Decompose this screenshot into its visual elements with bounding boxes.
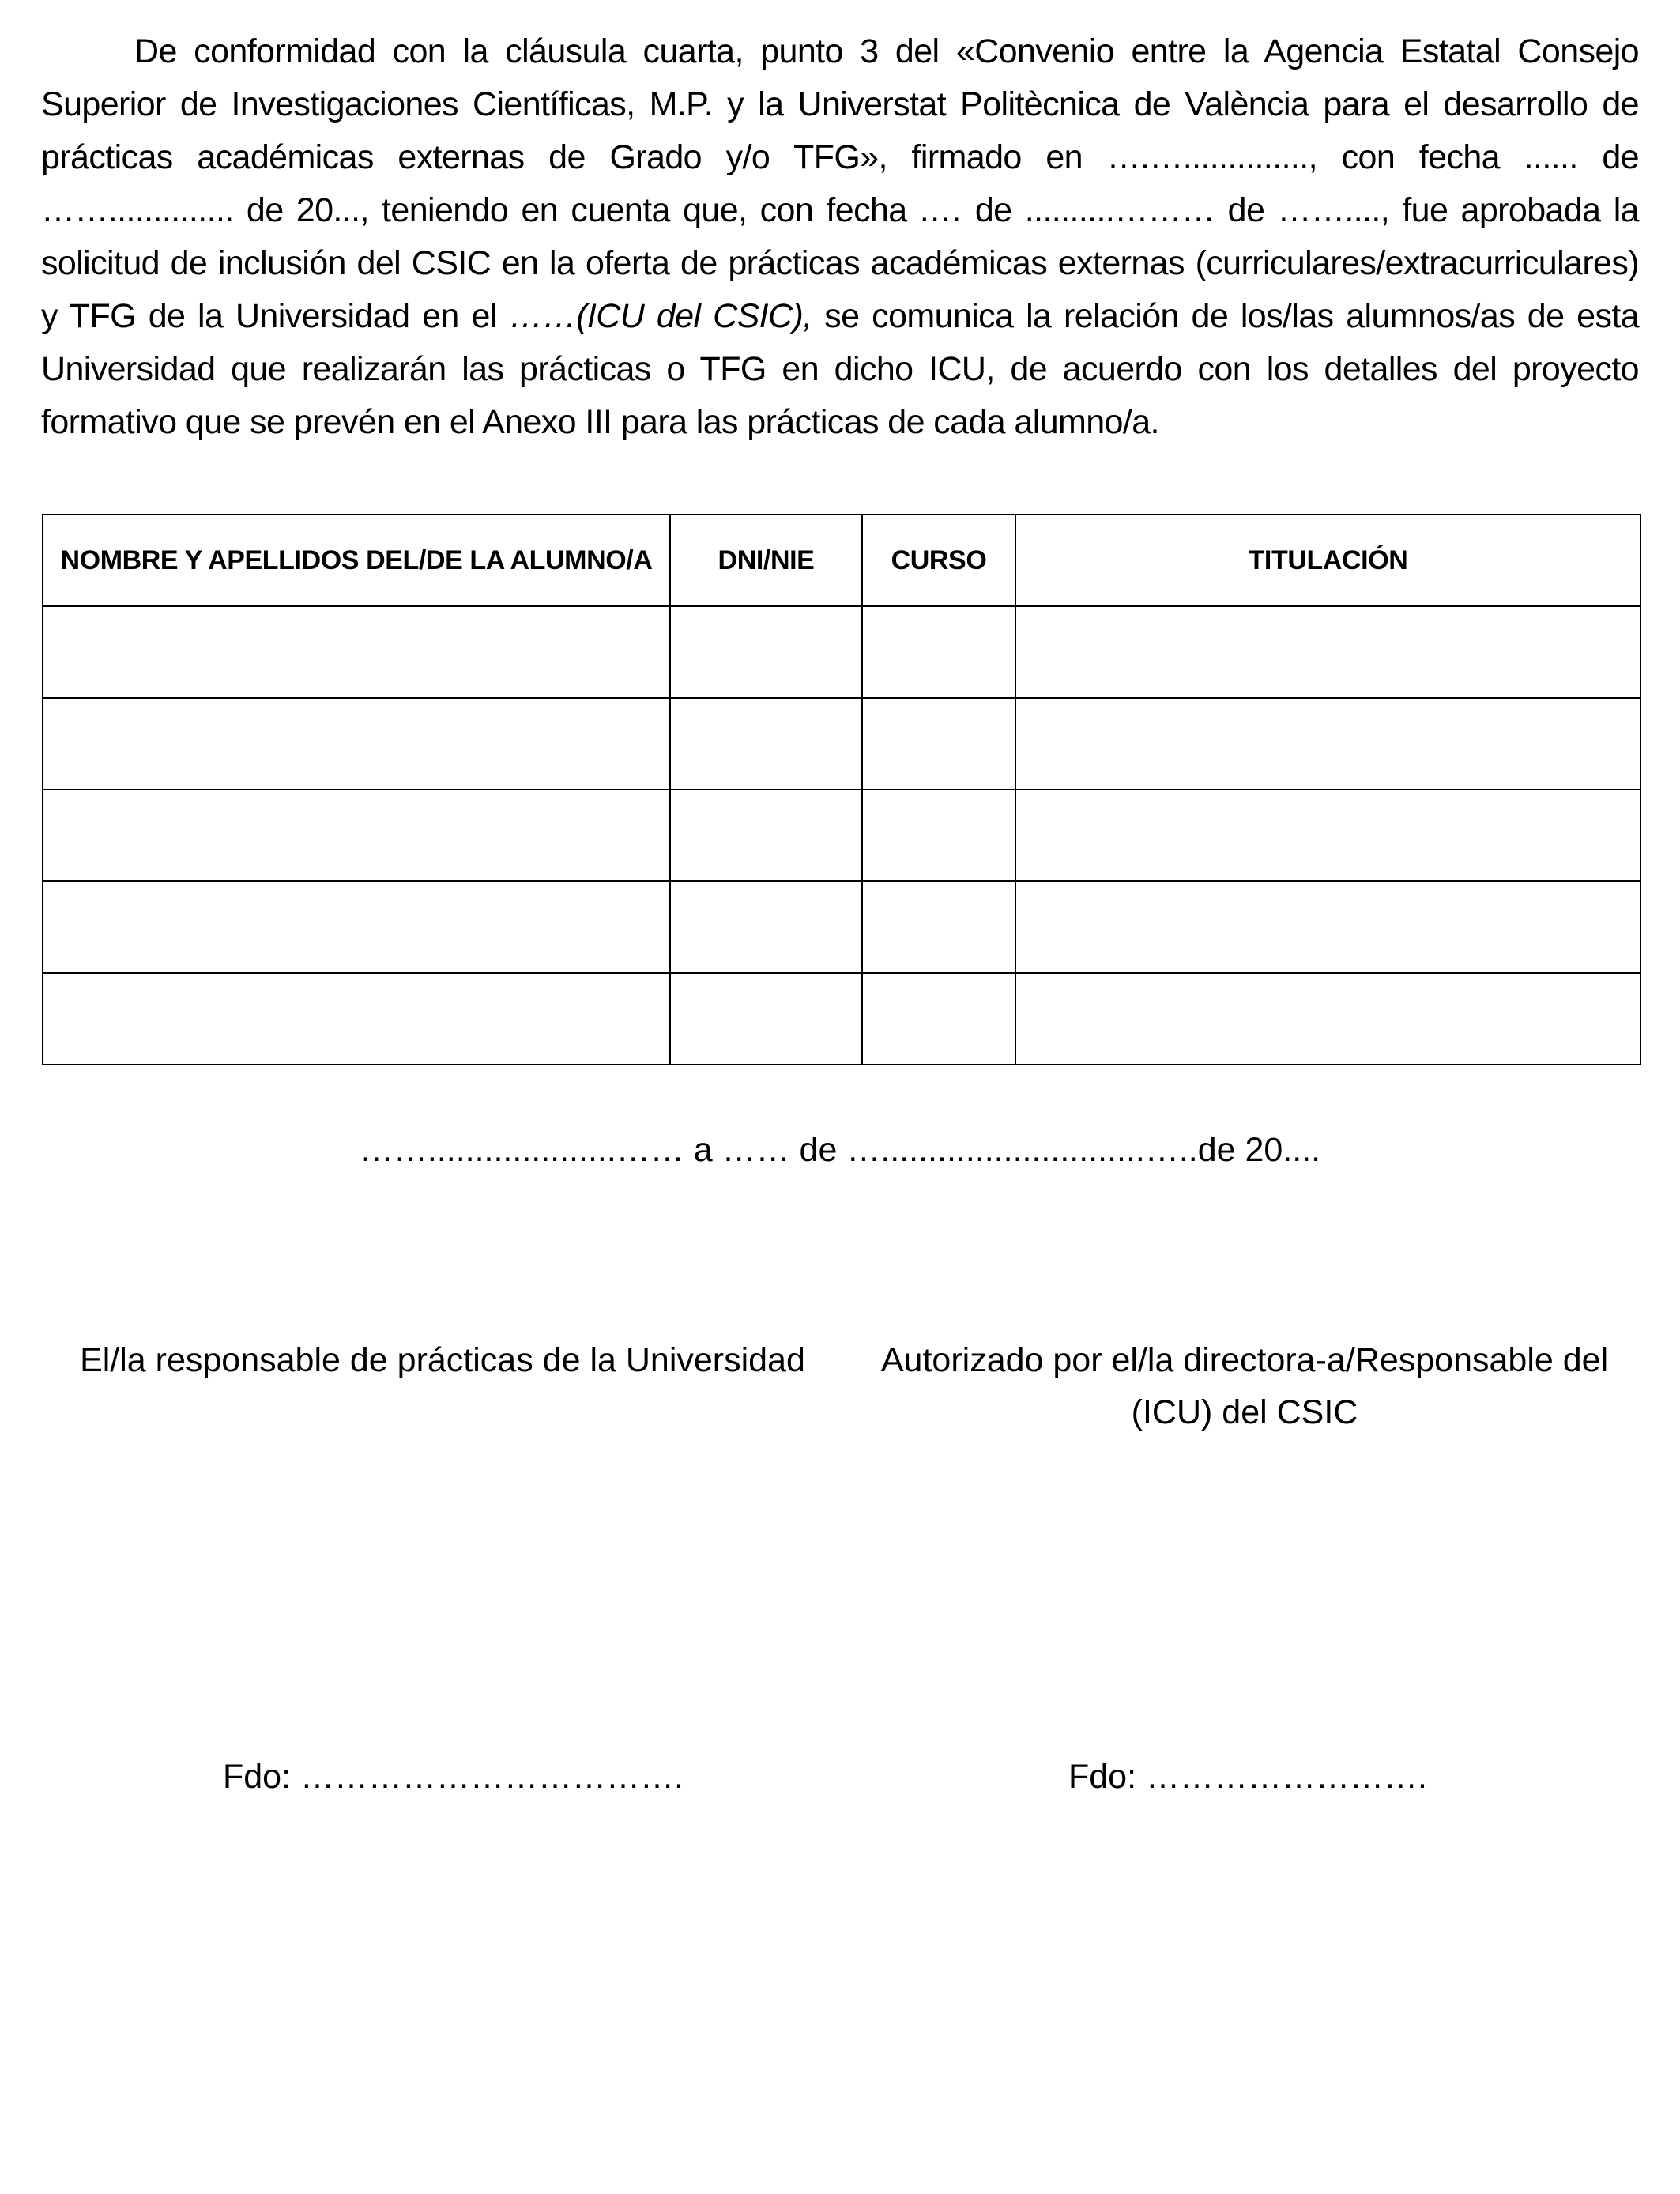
cell-nombre[interactable] [43,973,670,1065]
intro-text-icu-placeholder: ……(ICU del CSIC), [509,297,812,335]
csic-signature-line: Fdo: ……………………. [1068,1758,1427,1796]
cell-nombre[interactable] [43,698,670,790]
cell-dni-nie[interactable] [670,698,862,790]
cell-curso[interactable] [862,606,1015,698]
cell-nombre[interactable] [43,790,670,881]
cell-nombre[interactable] [43,606,670,698]
table-row [43,606,1640,698]
csic-signatory-label-line1: Autorizado por el/la directora-a/Responsable del [880,1341,1609,1379]
university-signatory-label: El/la responsable de prácticas de la Universidad [80,1341,805,1379]
header-titulacion: TITULACIÓN [1015,515,1640,606]
csic-signatory-label [869,1334,1620,1438]
cell-curso[interactable] [862,698,1015,790]
cell-titulacion[interactable] [1015,881,1640,973]
table-row [43,973,1640,1065]
header-dni-nie: DNI/NIE [670,515,862,606]
table-row [43,790,1640,881]
place-date-line: ……....................…… a …… de …............................…..de 20.... [359,1131,1321,1169]
csic-signatory-label-line2: (ICU) del CSIC [1131,1393,1358,1431]
intro-paragraph [41,25,1639,449]
cell-titulacion[interactable] [1015,606,1640,698]
cell-dni-nie[interactable] [670,790,862,881]
university-signature-line: Fdo: ……………………………. [223,1758,684,1796]
intro-text-part2: se comunica la relación de los/las alumnos/as de esta Universidad que realizarán las prácticas o TFG en dicho ICU, de acuerdo con los detalles del proyecto formativo que se prevén en el Anexo III para las prácticas de cada alumno/a. [41,297,1640,441]
table-header-row [43,515,1640,606]
cell-titulacion[interactable] [1015,698,1640,790]
cell-dni-nie[interactable] [670,881,862,973]
header-nombre: NOMBRE Y APELLIDOS DEL/DE LA ALUMNO/A [43,515,670,606]
cell-dni-nie[interactable] [670,606,862,698]
cell-titulacion[interactable] [1015,973,1640,1065]
cell-titulacion[interactable] [1015,790,1640,881]
table-row [43,698,1640,790]
cell-curso[interactable] [862,790,1015,881]
header-curso: CURSO [862,515,1015,606]
students-table [42,514,1641,1065]
intro-text-part1: De conformidad con la cláusula cuarta, punto 3 del «Convenio entre la Agencia Estatal Consejo Superior de Investigaciones Científicas, M.P. y la Universtat Politècnica de València para el desarrollo de prácticas académicas externas de Grado y/o TFG», firmado en ….….............., con fecha ...... de …….............. de 20..., teniendo en cuenta que, con fecha .… de ..........……… de ……...., fue aprobada la solicitud de inclusión del CSIC en la oferta de prácticas académicas externas (curriculares/extracurriculares) y TFG de la Universidad en el [41,32,1639,335]
cell-curso[interactable] [862,881,1015,973]
cell-curso[interactable] [862,973,1015,1065]
table-row [43,881,1640,973]
cell-dni-nie[interactable] [670,973,862,1065]
cell-nombre[interactable] [43,881,670,973]
